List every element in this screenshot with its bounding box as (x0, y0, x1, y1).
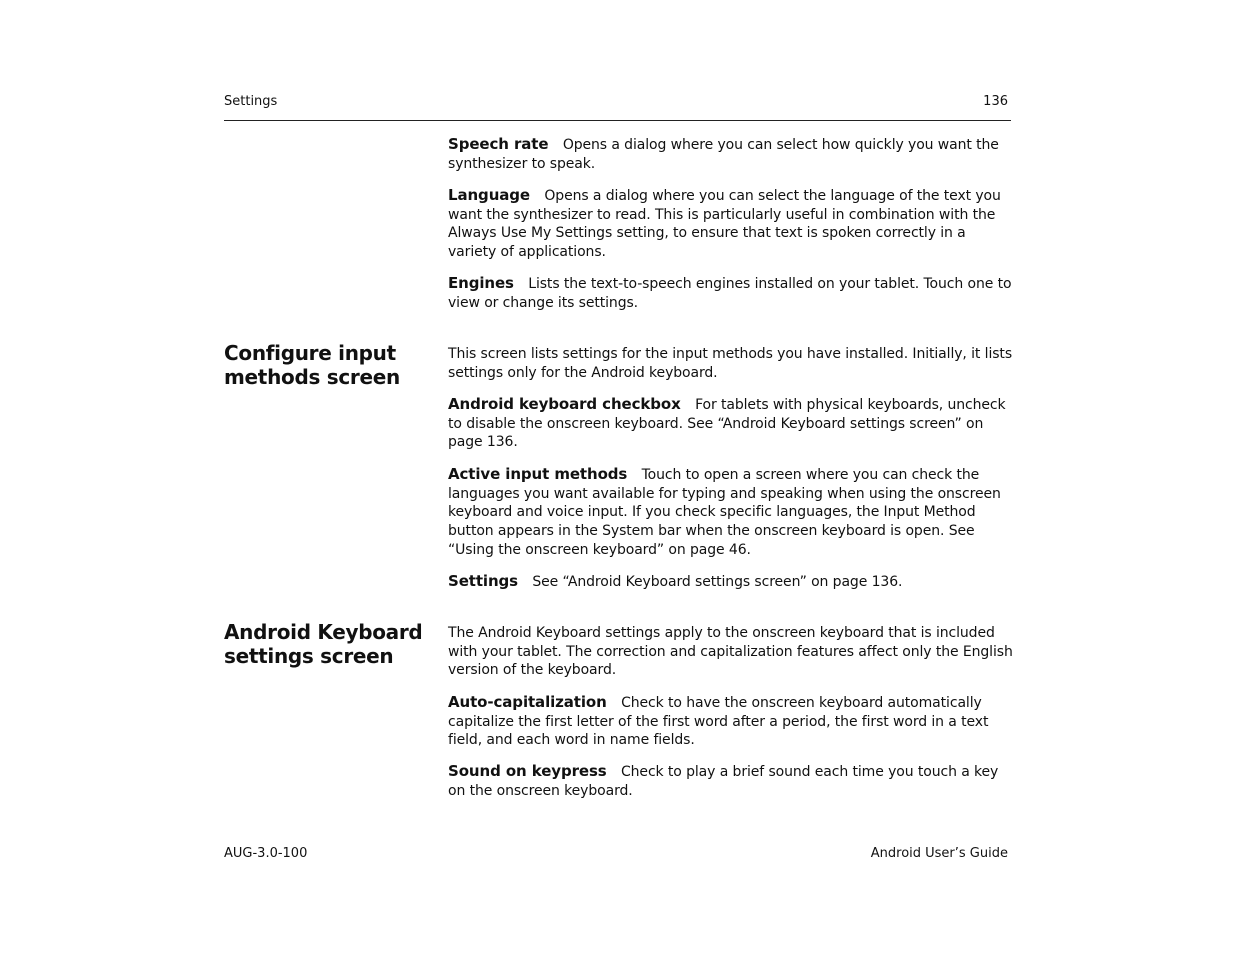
section-title-line: methods screen (224, 365, 400, 389)
entry-term: Speech rate (448, 135, 549, 153)
page-header (224, 94, 1011, 121)
entry-android-keyboard-checkbox (448, 395, 1013, 452)
entry-text: See “Android Keyboard settings screen” on page 136. (532, 574, 903, 590)
section-title-android-keyboard (224, 620, 434, 668)
section-title-line: Configure input (224, 341, 396, 365)
entry-speech-rate (448, 135, 1013, 173)
entry-term: Android keyboard checkbox (448, 395, 681, 413)
entry-text: Check to have the onscreen keyboard automatically capitalize the first letter of the first word after a period, the first word in a text field, and each word in name fields. (448, 695, 989, 749)
footer-doc-title: Android User’s Guide (870, 846, 1008, 861)
entry-settings (448, 572, 1013, 592)
android-keyboard-intro (448, 624, 1013, 680)
entry-sound-on-keypress (448, 762, 1013, 800)
entry-text: Check to play a brief sound each time you touch a key on the onscreen keyboard. (448, 764, 999, 799)
header-page-number: 136 (983, 94, 1008, 109)
section-title-line: settings screen (224, 644, 394, 668)
entry-engines (448, 274, 1013, 312)
header-section: Settings (224, 94, 278, 109)
entry-text: For tablets with physical keyboards, uncheck to disable the onscreen keyboard. See “Android Keyboard settings screen” on page 136. (448, 397, 1006, 451)
entry-auto-capitalization (448, 693, 1013, 750)
footer-doc-id: AUG-3.0-100 (224, 846, 308, 861)
intro-text: The Android Keyboard settings apply to the onscreen keyboard that is included with your tablet. The correction and capitalization features affect only the English version of the keyboard. (448, 625, 1013, 679)
entry-text: Lists the text-to-speech engines installed on your tablet. Touch one to view or change its settings. (448, 276, 1012, 311)
section-title-configure-input (224, 341, 434, 389)
entry-term: Auto-capitalization (448, 693, 607, 711)
entry-text: Touch to open a screen where you can check the languages you want available for typing and speaking when using the onscreen keyboard and voice input. If you check specific languages, the Input Method button appears in the System bar when the onscreen keyboard is open. See “Using the onscreen keyboard” on page 46. (448, 467, 1001, 558)
entry-active-input-methods (448, 465, 1013, 560)
entry-term: Settings (448, 572, 519, 590)
entry-text: Opens a dialog where you can select how quickly you want the synthesizer to speak. (448, 137, 999, 172)
entry-term: Engines (448, 274, 514, 292)
entry-term: Language (448, 186, 531, 204)
section-title-line: Android Keyboard (224, 620, 423, 644)
entry-language (448, 186, 1013, 262)
intro-text: This screen lists settings for the input methods you have installed. Initially, it lists settings only for the Android keyboard. (448, 346, 1013, 381)
configure-input-intro (448, 345, 1013, 382)
entry-term: Sound on keypress (448, 762, 607, 780)
entry-term: Active input methods (448, 465, 628, 483)
entry-text: Opens a dialog where you can select the language of the text you want the synthesizer to read. This is particularly useful in combination with the Always Use My Settings setting, to ensure that text is spoken correctly in a variety of applications. (448, 188, 1001, 261)
